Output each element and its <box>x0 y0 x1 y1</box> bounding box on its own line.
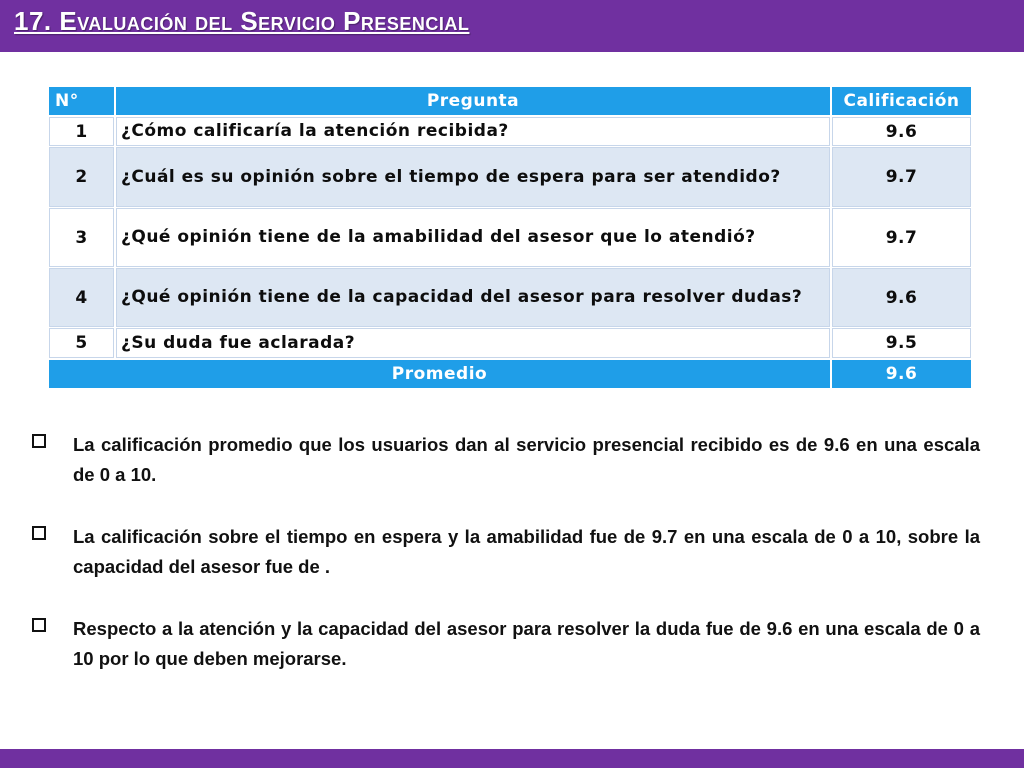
row-question: ¿Cuál es su opinión sobre el tiempo de espera para ser atendido? <box>116 147 830 207</box>
row-num: 5 <box>49 328 114 358</box>
row-num: 1 <box>49 117 114 146</box>
list-item <box>32 614 980 674</box>
checkbox-bullet-icon <box>32 618 46 632</box>
row-rating: 9.6 <box>832 117 971 146</box>
checkbox-bullet-icon <box>32 434 46 448</box>
footer-rating: 9.6 <box>832 360 971 388</box>
title-bar <box>0 0 1024 52</box>
row-question: ¿Cómo calificaría la atención recibida? <box>116 117 830 146</box>
footer-bar <box>0 749 1024 768</box>
header-num: N° <box>49 87 114 115</box>
row-rating: 9.5 <box>832 328 971 358</box>
header-rating: Calificación <box>832 87 971 115</box>
footer-label: Promedio <box>49 360 830 388</box>
list-item <box>32 430 980 490</box>
list-item <box>32 522 980 582</box>
checkbox-bullet-icon <box>32 526 46 540</box>
header-question: Pregunta <box>116 87 830 115</box>
page-title: 17. Evaluación del Servicio Presencial <box>14 6 470 36</box>
row-rating: 9.7 <box>832 208 971 267</box>
bullet-text: La calificación sobre el tiempo en espera y la amabilidad fue de 9.7 en una escala de 0 a 10, sobre la capacidad del asesor fue de . <box>73 526 980 577</box>
row-num: 4 <box>49 268 114 327</box>
row-rating: 9.6 <box>832 268 971 327</box>
row-question: ¿Qué opinión tiene de la amabilidad del asesor que lo atendió? <box>116 208 830 267</box>
bullet-text: La calificación promedio que los usuarios dan al servicio presencial recibido es de 9.6 en una escala de 0 a 10. <box>73 434 980 485</box>
row-question: ¿Su duda fue aclarada? <box>116 328 830 358</box>
row-num: 3 <box>49 208 114 267</box>
row-num: 2 <box>49 147 114 207</box>
row-question: ¿Qué opinión tiene de la capacidad del asesor para resolver dudas? <box>116 268 830 327</box>
row-rating: 9.7 <box>832 147 971 207</box>
bullet-text: Respecto a la atención y la capacidad del asesor para resolver la duda fue de 9.6 en una escala de 0 a 10 por lo que deben mejorarse. <box>73 618 980 669</box>
